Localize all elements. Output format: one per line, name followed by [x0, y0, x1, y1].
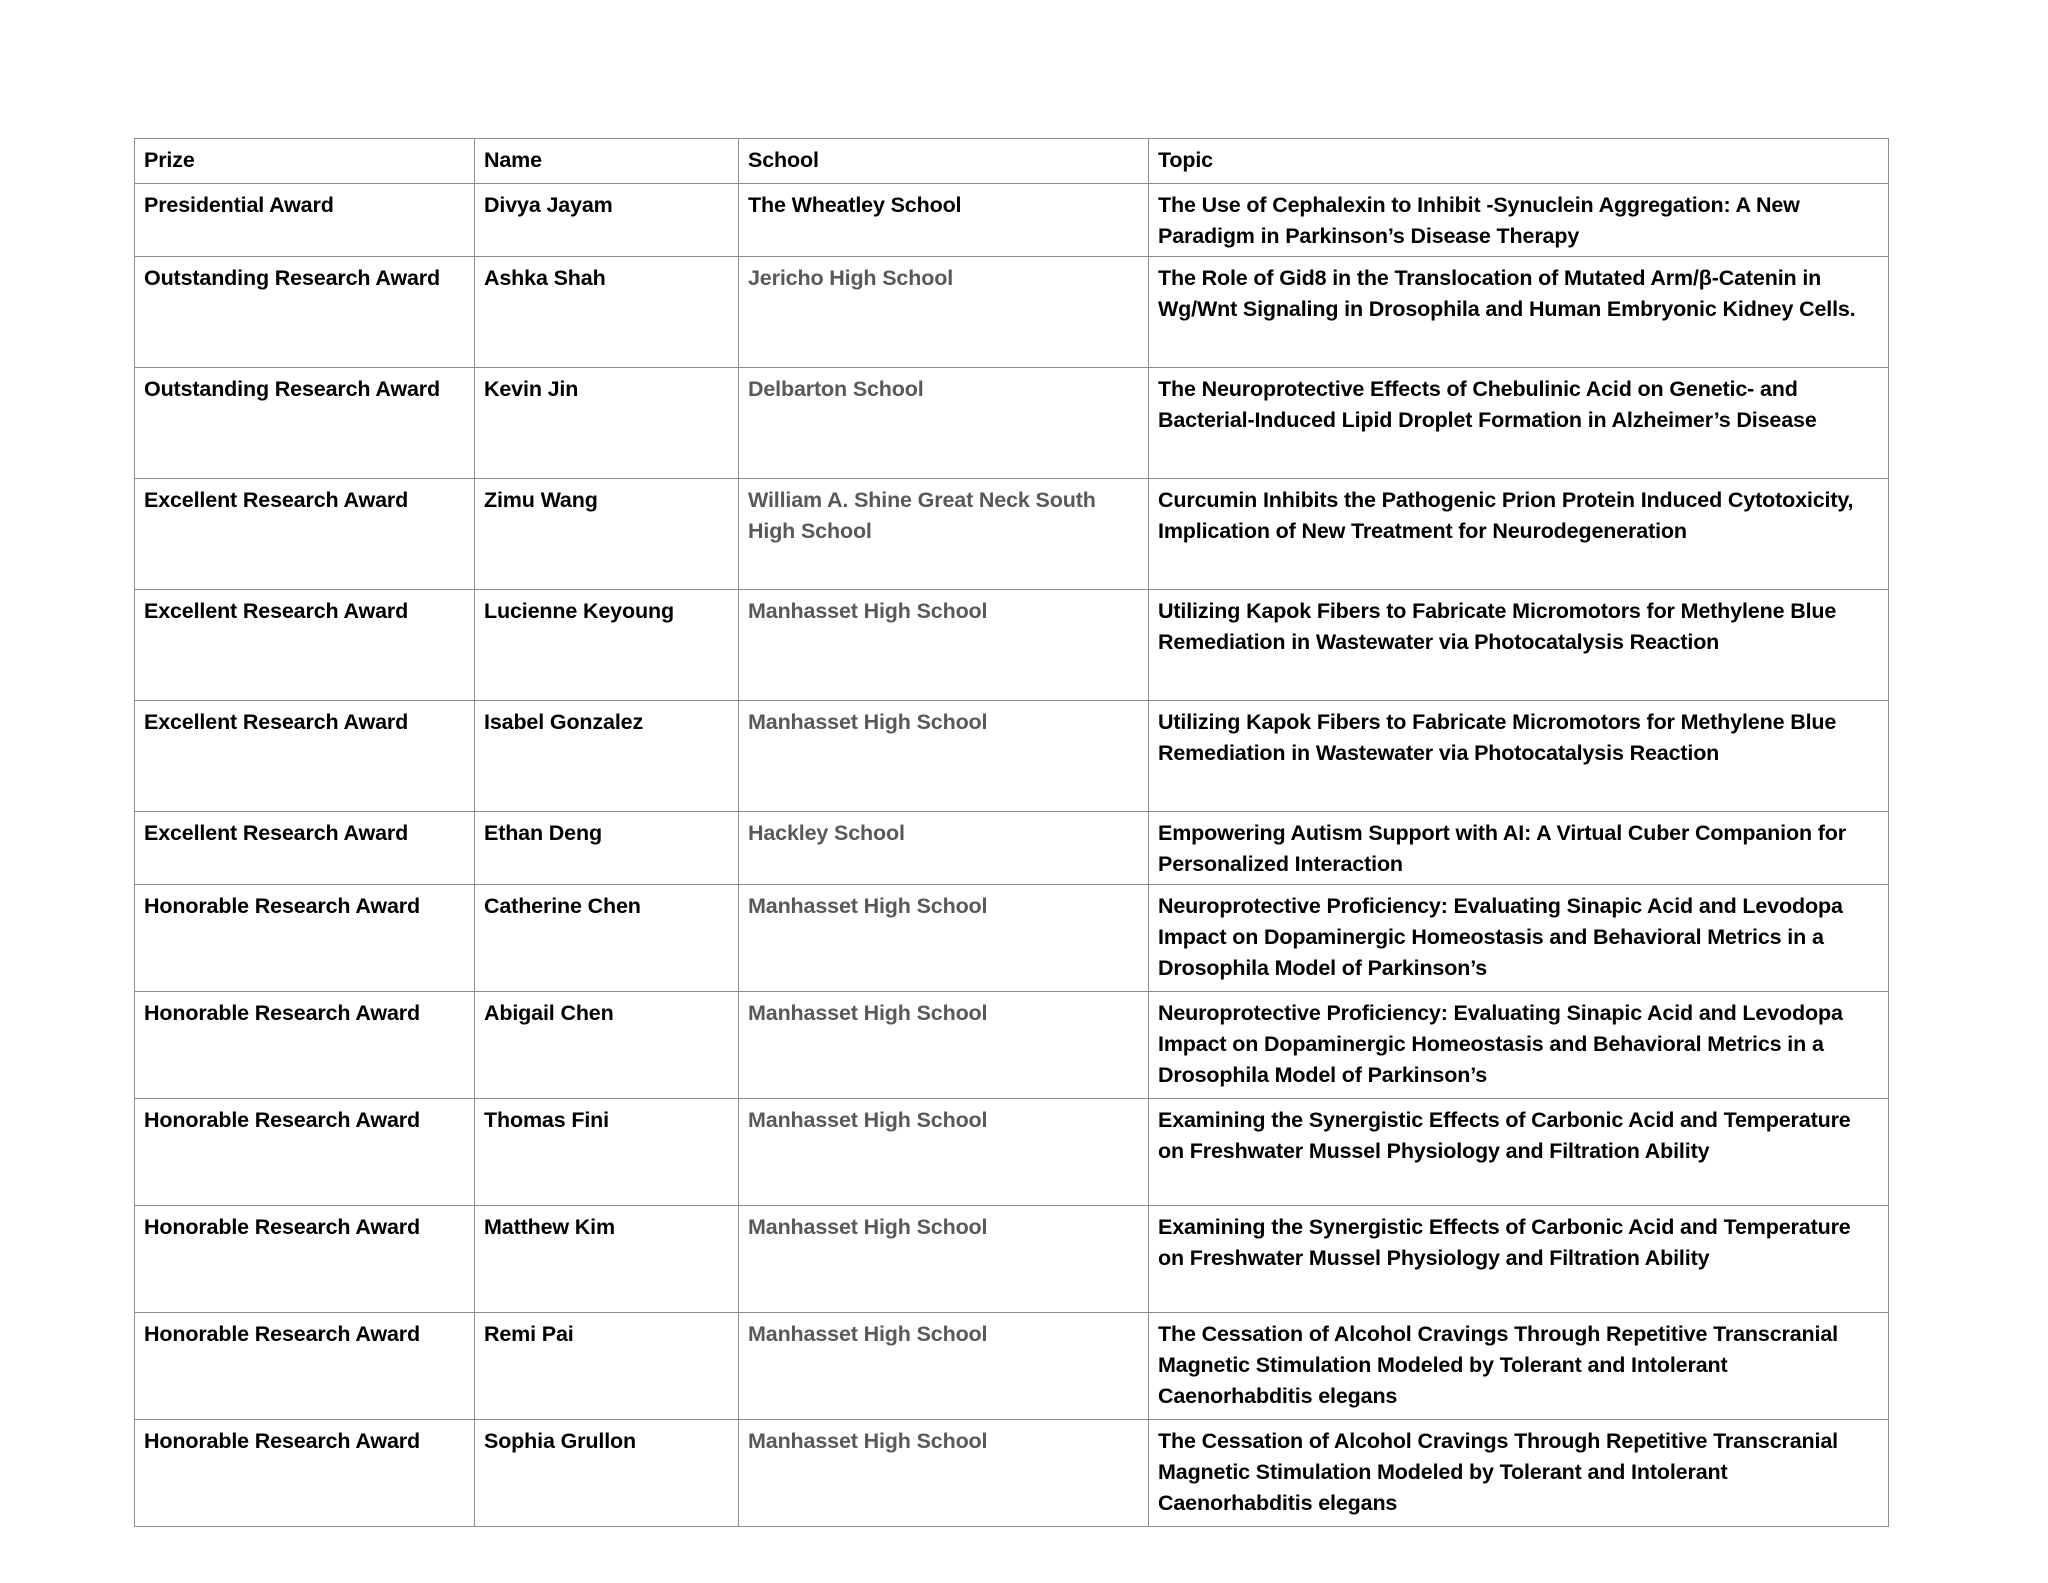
cell-name: Matthew Kim: [475, 1206, 739, 1313]
cell-name: Remi Pai: [475, 1313, 739, 1420]
cell-name: Sophia Grullon: [475, 1420, 739, 1527]
cell-prize: Honorable Research Award: [135, 992, 475, 1099]
cell-prize: Honorable Research Award: [135, 1420, 475, 1527]
cell-school: Manhasset High School: [739, 992, 1149, 1099]
cell-topic: The Cessation of Alcohol Cravings Through Repetitive Transcranial Magnetic Stimulation Modeled by Tolerant and Intolerant Caenorhabditis elegans: [1149, 1313, 1889, 1420]
cell-school: Hackley School: [739, 812, 1149, 885]
cell-school: Manhasset High School: [739, 1420, 1149, 1527]
cell-prize: Honorable Research Award: [135, 1099, 475, 1206]
table-row: [135, 184, 1889, 257]
cell-prize: Honorable Research Award: [135, 885, 475, 992]
cell-name: Abigail Chen: [475, 992, 739, 1099]
cell-name: Kevin Jin: [475, 368, 739, 479]
cell-topic: Examining the Synergistic Effects of Carbonic Acid and Temperature on Freshwater Mussel Physiology and Filtration Ability: [1149, 1206, 1889, 1313]
cell-school: Manhasset High School: [739, 701, 1149, 812]
cell-topic: Utilizing Kapok Fibers to Fabricate Micromotors for Methylene Blue Remediation in Wastewater via Photocatalysis Reaction: [1149, 590, 1889, 701]
table-row: [135, 1206, 1889, 1313]
cell-prize: Presidential Award: [135, 184, 475, 257]
table-row: [135, 992, 1889, 1099]
table-row: [135, 368, 1889, 479]
cell-prize: Honorable Research Award: [135, 1313, 475, 1420]
cell-name: Catherine Chen: [475, 885, 739, 992]
cell-school: Delbarton School: [739, 368, 1149, 479]
cell-topic: Empowering Autism Support with AI: A Virtual Cuber Companion for Personalized Interaction: [1149, 812, 1889, 885]
cell-topic: Curcumin Inhibits the Pathogenic Prion Protein Induced Cytotoxicity, Implication of New Treatment for Neurodegeneration: [1149, 479, 1889, 590]
table-row: [135, 885, 1889, 992]
table-body: [135, 184, 1889, 1527]
table-row: [135, 1420, 1889, 1527]
cell-school: Manhasset High School: [739, 1313, 1149, 1420]
table-row: [135, 812, 1889, 885]
cell-topic: Neuroprotective Proficiency: Evaluating Sinapic Acid and Levodopa Impact on Dopaminergic Homeostasis and Behavioral Metrics in a Drosophila Model of Parkinson’s: [1149, 992, 1889, 1099]
award-table: [134, 138, 1889, 1527]
cell-name: Isabel Gonzalez: [475, 701, 739, 812]
cell-school: Manhasset High School: [739, 1099, 1149, 1206]
cell-name: Divya Jayam: [475, 184, 739, 257]
column-header-name: Name: [475, 139, 739, 184]
cell-topic: Neuroprotective Proficiency: Evaluating Sinapic Acid and Levodopa Impact on Dopaminergic Homeostasis and Behavioral Metrics in a Drosophila Model of Parkinson’s: [1149, 885, 1889, 992]
cell-school: William A. Shine Great Neck South High School: [739, 479, 1149, 590]
cell-school: Manhasset High School: [739, 1206, 1149, 1313]
table-row: [135, 257, 1889, 368]
table-header: [135, 139, 1889, 184]
table-header-row: [135, 139, 1889, 184]
table-row: [135, 590, 1889, 701]
cell-topic: The Neuroprotective Effects of Chebulinic Acid on Genetic- and Bacterial-Induced Lipid Droplet Formation in Alzheimer’s Disease: [1149, 368, 1889, 479]
cell-prize: Excellent Research Award: [135, 590, 475, 701]
table-row: [135, 1313, 1889, 1420]
cell-school: Jericho High School: [739, 257, 1149, 368]
cell-name: Zimu Wang: [475, 479, 739, 590]
column-header-prize: Prize: [135, 139, 475, 184]
cell-prize: Excellent Research Award: [135, 479, 475, 590]
column-header-topic: Topic: [1149, 139, 1889, 184]
cell-topic: The Use of Cephalexin to Inhibit -Synuclein Aggregation: A New Paradigm in Parkinson’s Disease Therapy: [1149, 184, 1889, 257]
table-row: [135, 1099, 1889, 1206]
cell-topic: Examining the Synergistic Effects of Carbonic Acid and Temperature on Freshwater Mussel Physiology and Filtration Ability: [1149, 1099, 1889, 1206]
cell-school: Manhasset High School: [739, 885, 1149, 992]
column-header-school: School: [739, 139, 1149, 184]
cell-topic: The Cessation of Alcohol Cravings Through Repetitive Transcranial Magnetic Stimulation Modeled by Tolerant and Intolerant Caenorhabditis elegans: [1149, 1420, 1889, 1527]
cell-name: Ashka Shah: [475, 257, 739, 368]
cell-topic: The Role of Gid8 in the Translocation of Mutated Arm/β-Catenin in Wg/Wnt Signaling in Drosophila and Human Embryonic Kidney Cells.: [1149, 257, 1889, 368]
cell-name: Ethan Deng: [475, 812, 739, 885]
cell-prize: Outstanding Research Award: [135, 368, 475, 479]
cell-prize: Honorable Research Award: [135, 1206, 475, 1313]
cell-school: Manhasset High School: [739, 590, 1149, 701]
table-row: [135, 479, 1889, 590]
cell-name: Thomas Fini: [475, 1099, 739, 1206]
award-table-wrapper: [134, 138, 1888, 1527]
cell-topic: Utilizing Kapok Fibers to Fabricate Micromotors for Methylene Blue Remediation in Wastewater via Photocatalysis Reaction: [1149, 701, 1889, 812]
cell-prize: Excellent Research Award: [135, 701, 475, 812]
cell-school: The Wheatley School: [739, 184, 1149, 257]
table-row: [135, 701, 1889, 812]
cell-prize: Excellent Research Award: [135, 812, 475, 885]
cell-name: Lucienne Keyoung: [475, 590, 739, 701]
cell-prize: Outstanding Research Award: [135, 257, 475, 368]
